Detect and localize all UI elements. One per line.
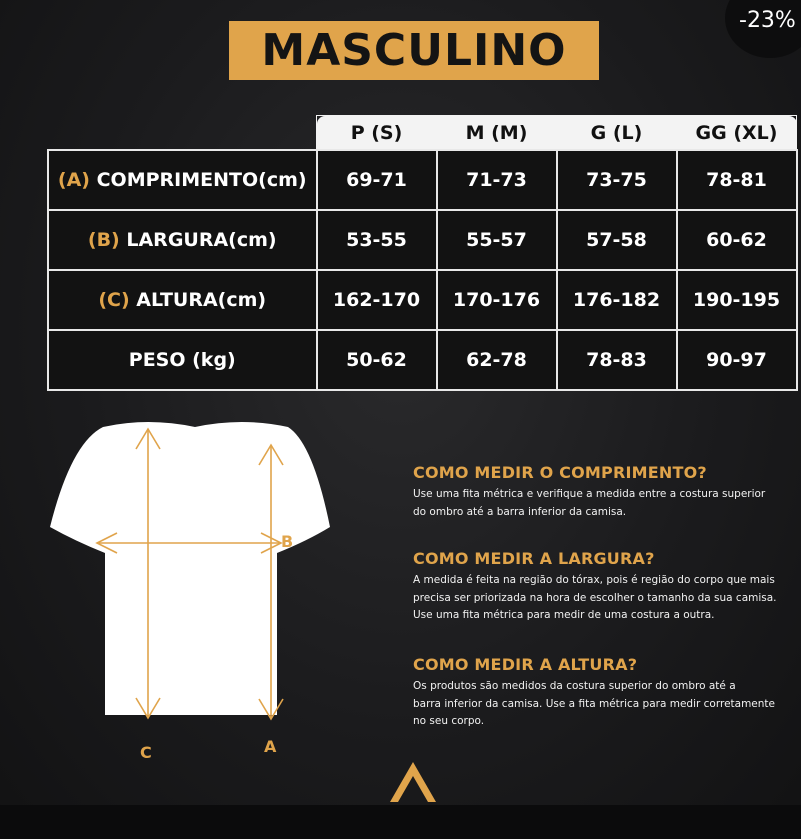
table-row-altura (48, 270, 797, 330)
table-cell: 71-73 (437, 150, 557, 210)
info-largura (413, 549, 783, 625)
measure-label-c: C (140, 743, 152, 762)
row-letter: (A) (57, 169, 90, 191)
info-title: COMO MEDIR O COMPRIMENTO? (413, 463, 707, 482)
chevron-up-logo-icon (388, 760, 438, 804)
header-empty-cell (48, 116, 317, 151)
header-size-gg: GG (XL) (677, 116, 797, 151)
tshirt-shape (50, 422, 330, 715)
table-cell: 73-75 (557, 150, 677, 210)
row-label-text: ALTURA(cm) (136, 289, 267, 311)
header-size-m: M (M) (437, 116, 557, 151)
row-letter: (C) (98, 289, 130, 311)
info-title: COMO MEDIR A ALTURA? (413, 655, 638, 674)
header-size-g: G (L) (557, 116, 677, 151)
table-cell: 57-58 (557, 210, 677, 270)
header-size-p: P (S) (317, 116, 437, 151)
info-line: Use uma fita métrica e verifique a medida entre a costura superior (413, 488, 766, 500)
table-cell: 50-62 (317, 330, 437, 390)
row-label-text: COMPRIMENTO(cm) (96, 169, 307, 191)
discount-badge (725, 0, 801, 58)
table-cell: 53-55 (317, 210, 437, 270)
info-line: Os produtos são medidos da costura superior do ombro até a (413, 680, 736, 692)
table-cell: 78-83 (557, 330, 677, 390)
size-table (47, 115, 798, 391)
row-letter: (B) (87, 229, 120, 251)
table-cell: 78-81 (677, 150, 797, 210)
table-row-largura (48, 210, 797, 270)
info-title: COMO MEDIR A LARGURA? (413, 549, 655, 568)
table-cell: 190-195 (677, 270, 797, 330)
row-label-text: PESO (kg) (128, 349, 236, 371)
info-line: A medida é feita na região do tórax, pois é região do corpo que mais (413, 574, 775, 586)
discount-badge-text: -23% (739, 8, 796, 33)
title-banner (229, 21, 599, 80)
info-line: no seu corpo. (413, 715, 485, 727)
info-line: do ombro até a barra inferior da camisa. (413, 505, 627, 518)
info-line: barra inferior da camisa. Use a fita métrica para medir corretamente (413, 697, 776, 710)
page-title: MASCULINO (261, 25, 567, 76)
info-altura (413, 655, 783, 731)
info-comprimento (413, 463, 783, 521)
tshirt-diagram (45, 415, 345, 725)
table-cell: 162-170 (317, 270, 437, 330)
info-text (413, 486, 783, 521)
info-text (413, 678, 783, 731)
table-cell: 90-97 (677, 330, 797, 390)
row-label (48, 210, 317, 270)
row-label-text: LARGURA(cm) (126, 229, 277, 251)
table-cell: 55-57 (437, 210, 557, 270)
table-cell: 60-62 (677, 210, 797, 270)
row-label (48, 150, 317, 210)
table-row-comprimento (48, 150, 797, 210)
bottom-bar (0, 805, 801, 839)
table-cell: 170-176 (437, 270, 557, 330)
table-row-peso (48, 330, 797, 390)
size-table-header-row (48, 116, 797, 151)
table-cell: 69-71 (317, 150, 437, 210)
measure-label-b: B (281, 532, 294, 551)
info-text (413, 572, 783, 625)
row-label (48, 330, 317, 390)
table-cell: 62-78 (437, 330, 557, 390)
info-line: precisa ser priorizada na hora de escolher o tamanho da sua camisa. (413, 591, 777, 604)
info-line: Use uma fita métrica para medir de uma costura a outra. (413, 609, 715, 621)
row-label (48, 270, 317, 330)
table-cell: 176-182 (557, 270, 677, 330)
measure-label-a: A (264, 737, 277, 756)
